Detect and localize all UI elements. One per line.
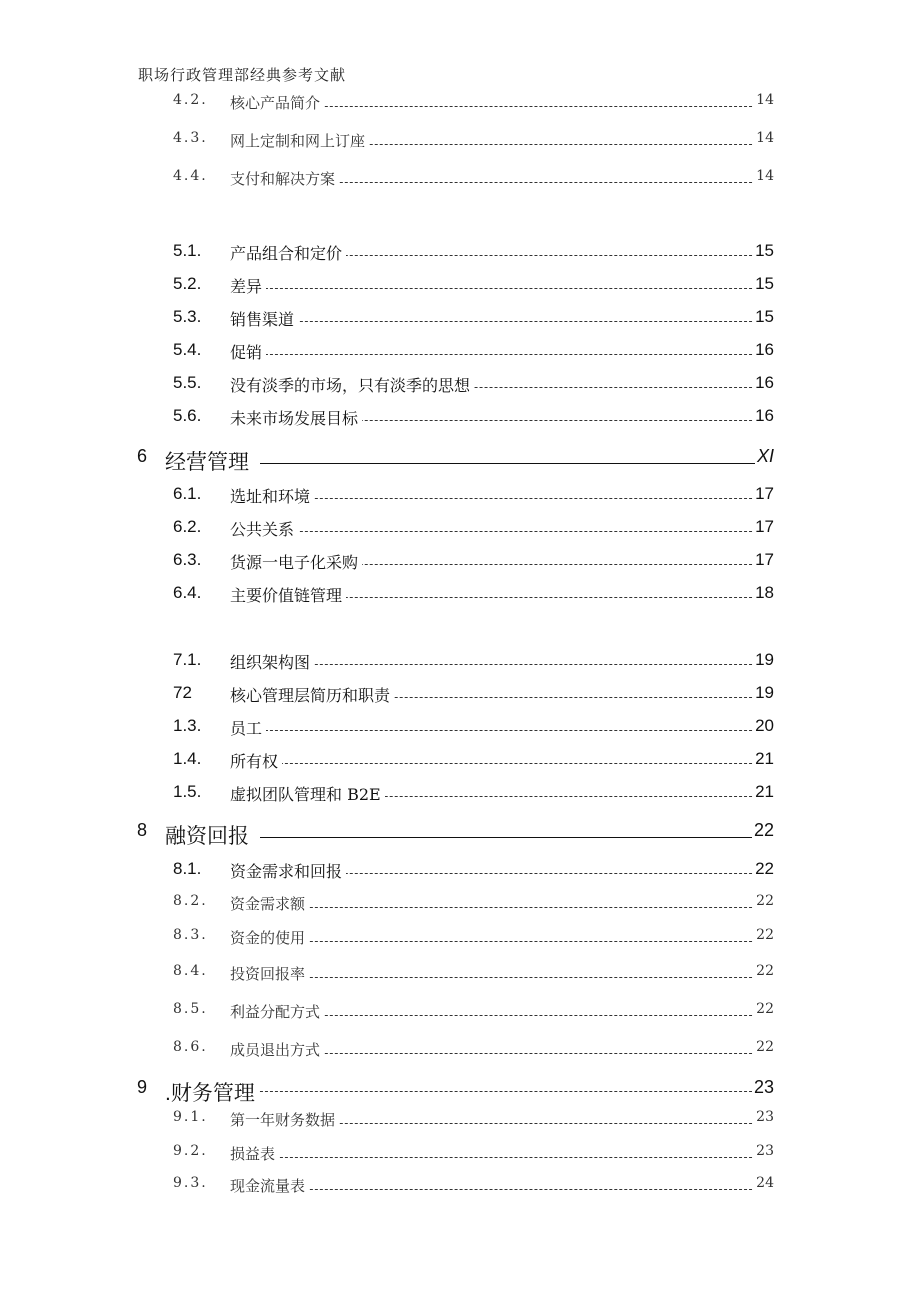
toc-entry-page-number: 14 [756, 92, 774, 108]
toc-entry-title: 经营管理 [165, 446, 253, 476]
toc-leader-line [240, 907, 772, 908]
toc-entry-title: 损益表 [230, 1143, 279, 1164]
toc-entry[interactable] [0, 927, 920, 957]
toc-entry[interactable] [0, 92, 920, 122]
toc-leader-line [240, 354, 772, 355]
toc-entry-number: 6.1. [173, 484, 202, 503]
toc-entry-page-number: XI [756, 446, 774, 466]
document-header: 职场行政管理部经典参考文献 [138, 66, 347, 84]
toc-entry-page-number: 20 [755, 716, 774, 735]
toc-entry-page-number: 23 [756, 1143, 774, 1159]
toc-entry-page-number: 22 [753, 820, 774, 840]
toc-entry-page-number: 22 [756, 1039, 774, 1055]
toc-entry-title: 没有淡季的市场，只有淡季的思想 [230, 373, 474, 396]
toc-entry-page-number: 23 [756, 1109, 774, 1125]
toc-entry[interactable] [0, 1039, 920, 1069]
toc-entry-page-number: 22 [756, 963, 774, 979]
toc-entry[interactable] [0, 130, 920, 160]
toc-entry-page-number: 15 [755, 241, 774, 260]
toc-entry-number: 8.3. [173, 927, 208, 943]
toc-entry-number: 7.1. [173, 650, 202, 669]
toc-entry-title: 支付和解决方案 [230, 168, 339, 189]
toc-entry-title: 投资回报率 [230, 963, 309, 984]
toc-entry-number: 8.5. [173, 1001, 208, 1017]
toc-leader-line [240, 288, 772, 289]
toc-entry[interactable] [0, 893, 920, 923]
toc-entry-title: 核心管理层简历和职责 [230, 683, 394, 706]
toc-entry-title: 虚拟团队管理和 B2E [230, 782, 385, 805]
toc-entry-number: 9.3. [173, 1175, 208, 1191]
toc-entry[interactable] [0, 550, 920, 580]
toc-entry-page-number: 17 [755, 517, 774, 536]
toc-entry-number: 5.2. [173, 274, 202, 293]
toc-entry-page-number: 23 [753, 1077, 774, 1097]
toc-entry-page-number: 15 [755, 307, 774, 326]
toc-entry-number: 1.4. [173, 749, 202, 768]
toc-entry[interactable] [0, 517, 920, 547]
toc-entry-number: 4.3. [173, 130, 208, 146]
toc-entry-page-number: 16 [755, 340, 774, 359]
toc-entry-number: 6.2. [173, 517, 202, 536]
toc-leader-line [240, 1189, 772, 1190]
toc-entry-number: 9.1. [173, 1109, 208, 1125]
toc-entry-number: 9.2. [173, 1143, 208, 1159]
toc-entry-page-number: 16 [755, 406, 774, 425]
toc-entry-number: 6.4. [173, 583, 202, 602]
toc-entry-page-number: 15 [755, 274, 774, 293]
toc-entry-page-number: 22 [756, 893, 774, 909]
toc-entry-title: .财务管理 [165, 1077, 259, 1107]
toc-entry-title: 公共关系 [230, 517, 298, 540]
toc-entry-page-number: 16 [755, 373, 774, 392]
toc-entry[interactable] [0, 859, 920, 889]
toc-entry-number: 8.6. [173, 1039, 208, 1055]
toc-entry-title: 第一年财务数据 [230, 1109, 339, 1130]
toc-entry-number: 1.3. [173, 716, 202, 735]
toc-leader-line [240, 763, 772, 764]
toc-entry-number: 8.2. [173, 893, 208, 909]
toc-entry-number: 6.3. [173, 550, 202, 569]
toc-entry-page-number: 14 [756, 168, 774, 184]
toc-entry-title: 融资回报 [165, 820, 253, 850]
toc-entry[interactable] [0, 749, 920, 779]
toc-entry-title: 促销 [230, 340, 266, 363]
toc-leader-line [240, 664, 772, 665]
toc-entry-title: 成员退出方式 [230, 1039, 324, 1060]
toc-entry-page-number: 22 [755, 859, 774, 878]
toc-entry[interactable] [0, 963, 920, 993]
toc-entry-page-number: 19 [755, 683, 774, 702]
toc-entry-title: 未来市场发展目标 [230, 406, 362, 429]
toc-entry-page-number: 21 [755, 782, 774, 801]
toc-entry-number: 5.1. [173, 241, 202, 260]
toc-entry-title: 货源一电子化采购 [230, 550, 362, 573]
toc-entry-page-number: 21 [755, 749, 774, 768]
toc-entry[interactable] [0, 683, 920, 713]
toc-entry-page-number: 22 [756, 1001, 774, 1017]
toc-leader-line [240, 941, 772, 942]
toc-entry-page-number: 22 [756, 927, 774, 943]
toc-entry-number: 8 [137, 820, 148, 840]
toc-entry[interactable] [0, 307, 920, 337]
toc-leader-line [260, 463, 760, 464]
toc-entry[interactable] [0, 484, 920, 514]
toc-entry-title: 销售渠道 [230, 307, 298, 330]
toc-entry-title: 产品组合和定价 [230, 241, 346, 264]
toc-entry-title: 所有权 [230, 749, 282, 772]
toc-entry-page-number: 24 [756, 1175, 774, 1191]
toc-entry-title: 利益分配方式 [230, 1001, 324, 1022]
toc-entry-number: 9 [137, 1077, 148, 1097]
toc-entry-number: 4.4. [173, 168, 208, 184]
toc-entry-title: 员工 [230, 716, 266, 739]
toc-entry[interactable] [0, 782, 920, 812]
toc-leader-line [240, 977, 772, 978]
toc-leader-line [260, 837, 760, 838]
toc-entry[interactable] [0, 241, 920, 271]
toc-entry-number: 6 [137, 446, 148, 466]
toc-entry-page-number: 19 [755, 650, 774, 669]
toc-entry-title: 核心产品简介 [230, 92, 324, 113]
toc-chapter-entry[interactable] [0, 820, 920, 850]
toc-entry-number: 8.4. [173, 963, 208, 979]
toc-entry-page-number: 18 [755, 583, 774, 602]
toc-entry-title: 资金需求和回报 [230, 859, 346, 882]
toc-entry-number: 5.5. [173, 373, 202, 392]
toc-entry[interactable] [0, 274, 920, 304]
toc-entry[interactable] [0, 406, 920, 436]
toc-entry-title: 主要价值链管理 [230, 583, 346, 606]
toc-entry-title: 差异 [230, 274, 266, 297]
toc-leader-line [240, 531, 772, 532]
toc-entry-title: 现金流量表 [230, 1175, 309, 1196]
toc-leader-line [240, 498, 772, 499]
toc-entry-title: 网上定制和网上订座 [230, 130, 369, 151]
toc-entry-title: 组织架构图 [230, 650, 314, 673]
toc-entry[interactable] [0, 650, 920, 680]
toc-leader-line [240, 730, 772, 731]
toc-entry-number: 5.4. [173, 340, 202, 359]
toc-entry[interactable] [0, 1143, 920, 1173]
toc-entry[interactable] [0, 168, 920, 198]
toc-entry-number: 8.1. [173, 859, 202, 878]
toc-entry[interactable] [0, 340, 920, 370]
toc-entry-title: 资金需求额 [230, 893, 309, 914]
toc-entry-title: 资金的使用 [230, 927, 309, 948]
toc-chapter-entry[interactable] [0, 1077, 920, 1107]
toc-entry[interactable] [0, 1109, 920, 1139]
toc-entry[interactable] [0, 583, 920, 613]
toc-entry-page-number: 14 [756, 130, 774, 146]
toc-entry[interactable] [0, 373, 920, 403]
toc-entry-number: 5.6. [173, 406, 202, 425]
toc-entry[interactable] [0, 716, 920, 746]
toc-entry-page-number: 17 [755, 484, 774, 503]
toc-leader-line [240, 1157, 772, 1158]
toc-leader-line [240, 1091, 772, 1092]
toc-entry[interactable] [0, 1001, 920, 1031]
toc-entry-number: 5.3. [173, 307, 202, 326]
toc-entry[interactable] [0, 1175, 920, 1205]
toc-chapter-entry[interactable] [0, 446, 920, 476]
toc-entry-number: 1.5. [173, 782, 202, 801]
toc-leader-line [240, 321, 772, 322]
toc-entry-title: 选址和环境 [230, 484, 314, 507]
toc-entry-number: 4.2. [173, 92, 208, 108]
toc-entry-page-number: 17 [755, 550, 774, 569]
toc-entry-number: 72 [173, 683, 192, 702]
